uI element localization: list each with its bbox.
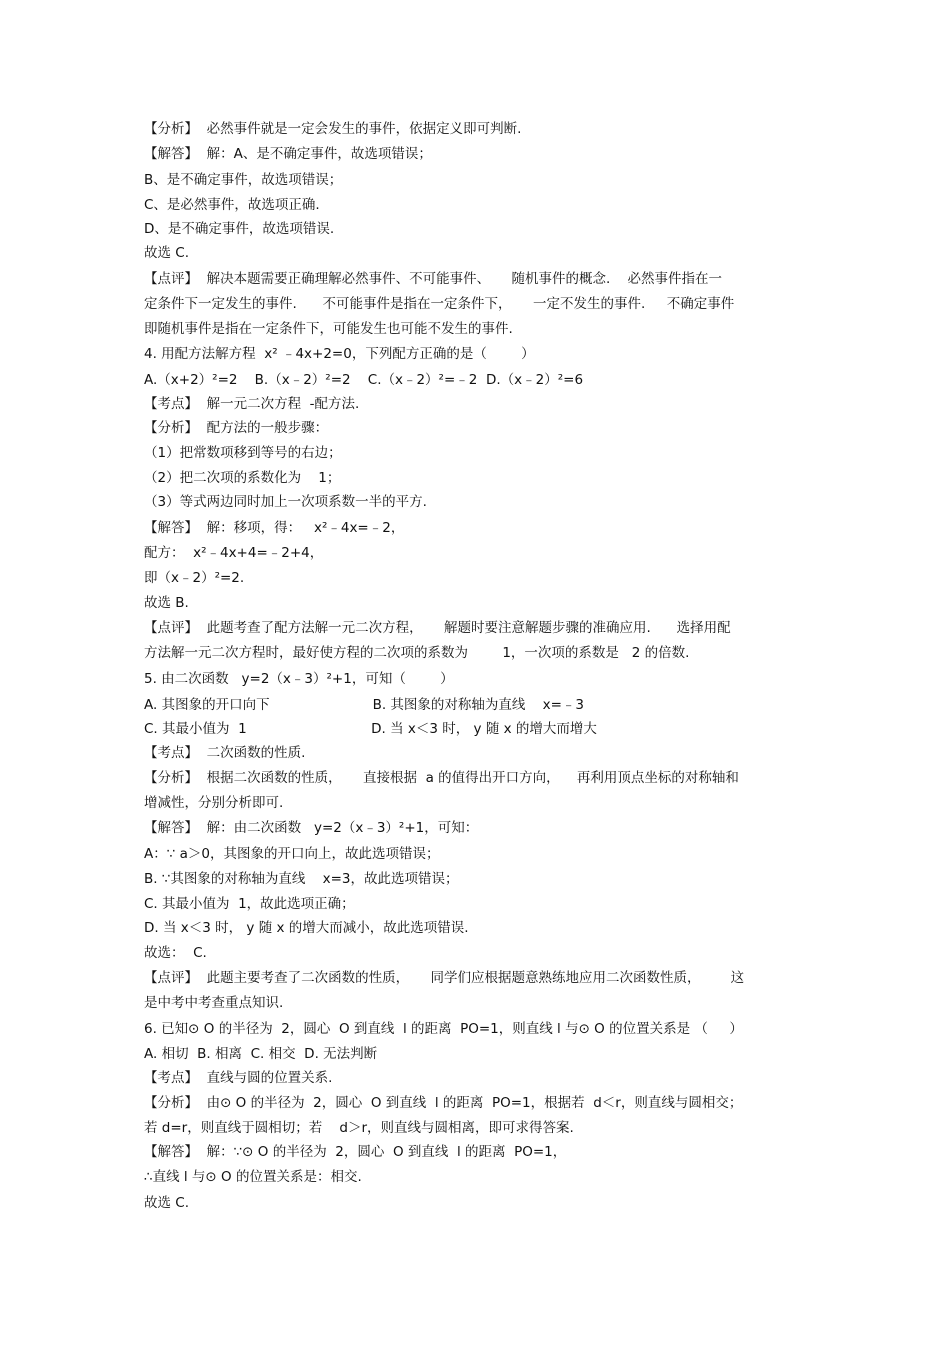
question-5-options: A. 其图象的开口向下 B. 其图象的对称轴为直线 x=﹣3 bbox=[144, 697, 584, 713]
answer-line: ∴直线 l 与⊙ O 的位置关系是：相交. bbox=[144, 1169, 362, 1185]
conclusion-line: 故选 C. bbox=[144, 1195, 190, 1211]
comment-line: 即随机事件是指在一定条件下，可能发生也可能不发生的事件. bbox=[144, 321, 513, 337]
analysis-line: 若 d=r，则直线于圆相切；若 d＞r，则直线与圆相离，即可求得答案. bbox=[144, 1120, 574, 1136]
key-point-line: 【考点】 直线与圆的位置关系. bbox=[144, 1070, 333, 1086]
question-6: 6. 已知⊙ O 的半径为 2，圆心 O 到直线 l 的距离 PO=1，则直线 l 与⊙ O 的位置关系是 （ ） bbox=[144, 1021, 743, 1037]
answer-line: B、是不确定事件，故选项错误； bbox=[144, 172, 343, 188]
question-4: 4. 用配方法解方程 x² ﹣4x+2=0，下列配方正确的是（ ） bbox=[144, 346, 535, 362]
comment-line: 方法解一元二次方程时，最好使方程的二次项的系数为 1，一次项的系数是 2 的倍数. bbox=[144, 645, 690, 661]
answer-line: C. 其最小值为 1，故此选项正确； bbox=[144, 896, 355, 912]
conclusion-line: 故选： C. bbox=[144, 945, 207, 961]
key-point-line: 【考点】 解一元二次方程 -配方法. bbox=[144, 396, 360, 412]
conclusion-line: 故选 C. bbox=[144, 245, 190, 261]
answer-line: 【解答】 解：A、是不确定事件，故选项错误； bbox=[144, 146, 432, 162]
comment-line: 【点评】 解决本题需要正确理解必然事件、不可能事件、 随机事件的概念. 必然事件指在一 bbox=[144, 271, 722, 287]
step-line: （3）等式两边同时加上一次项系数一半的平方. bbox=[144, 494, 427, 510]
answer-line: 【解答】 解：移项，得： x²﹣4x=﹣2， bbox=[144, 520, 405, 536]
analysis-line: 【分析】 由⊙ O 的半径为 2，圆心 O 到直线 l 的距离 PO=1，根据若 d＜r，则直线与圆相交； bbox=[144, 1095, 743, 1111]
comment-line: 定条件下一定发生的事件. 不可能事件是指在一定条件下， 一定不发生的事件. 不确定事件 bbox=[144, 296, 735, 312]
answer-line: C、是必然事件，故选项正确. bbox=[144, 197, 320, 213]
comment-line: 【点评】 此题主要考查了二次函数的性质， 同学们应根据题意熟练地应用二次函数性质， 这 bbox=[144, 970, 745, 986]
analysis-line: 增减性，分别分析即可. bbox=[144, 795, 284, 811]
question-5: 5. 由二次函数 y=2（x﹣3）²+1，可知（ ） bbox=[144, 671, 454, 687]
answer-line: B. ∵其图象的对称轴为直线 x=3，故此选项错误； bbox=[144, 871, 459, 887]
step-line: （2）把二次项的系数化为 1； bbox=[144, 470, 341, 486]
analysis-line: 【分析】 必然事件就是一定会发生的事件，依据定义即可判断. bbox=[144, 121, 522, 137]
answer-line: D. 当 x＜3 时， y 随 x 的增大而减小，故此选项错误. bbox=[144, 920, 469, 936]
question-5-options: C. 其最小值为 1 D. 当 x＜3 时， y 随 x 的增大而增大 bbox=[144, 721, 597, 737]
step-line: （1）把常数项移到等号的右边； bbox=[144, 445, 342, 461]
answer-line: 即（x﹣2）²=2. bbox=[144, 570, 245, 586]
answer-line: D、是不确定事件，故选项错误. bbox=[144, 221, 335, 237]
comment-line: 是中考中考查重点知识. bbox=[144, 995, 284, 1011]
key-point-line: 【考点】 二次函数的性质. bbox=[144, 745, 306, 761]
answer-line: A：∵ a＞0，其图象的开口向上，故此选项错误； bbox=[144, 846, 440, 862]
answer-line: 【解答】 解：∵⊙ O 的半径为 2，圆心 O 到直线 l 的距离 PO=1， bbox=[144, 1144, 567, 1160]
comment-line: 【点评】 此题考查了配方法解一元二次方程， 解题时要注意解题步骤的准确应用. 选择用配 bbox=[144, 620, 731, 636]
analysis-line: 【分析】 根据二次函数的性质， 直接根据 a 的值得出开口方向， 再利用顶点坐标的对称轴和 bbox=[144, 770, 739, 786]
question-4-options: A.（x+2）²=2 B.（x﹣2）²=2 C.（x﹣2）²=﹣2 D.（x﹣2）²=6 bbox=[144, 372, 584, 388]
analysis-line: 【分析】 配方法的一般步骤： bbox=[144, 420, 329, 436]
answer-line: 配方： x²﹣4x+4=﹣2+4， bbox=[144, 545, 324, 561]
conclusion-line: 故选 B. bbox=[144, 595, 189, 611]
answer-line: 【解答】 解：由二次函数 y=2（x﹣3）²+1，可知： bbox=[144, 820, 479, 836]
question-6-options: A. 相切 B. 相离 C. 相交 D. 无法判断 bbox=[144, 1046, 378, 1062]
